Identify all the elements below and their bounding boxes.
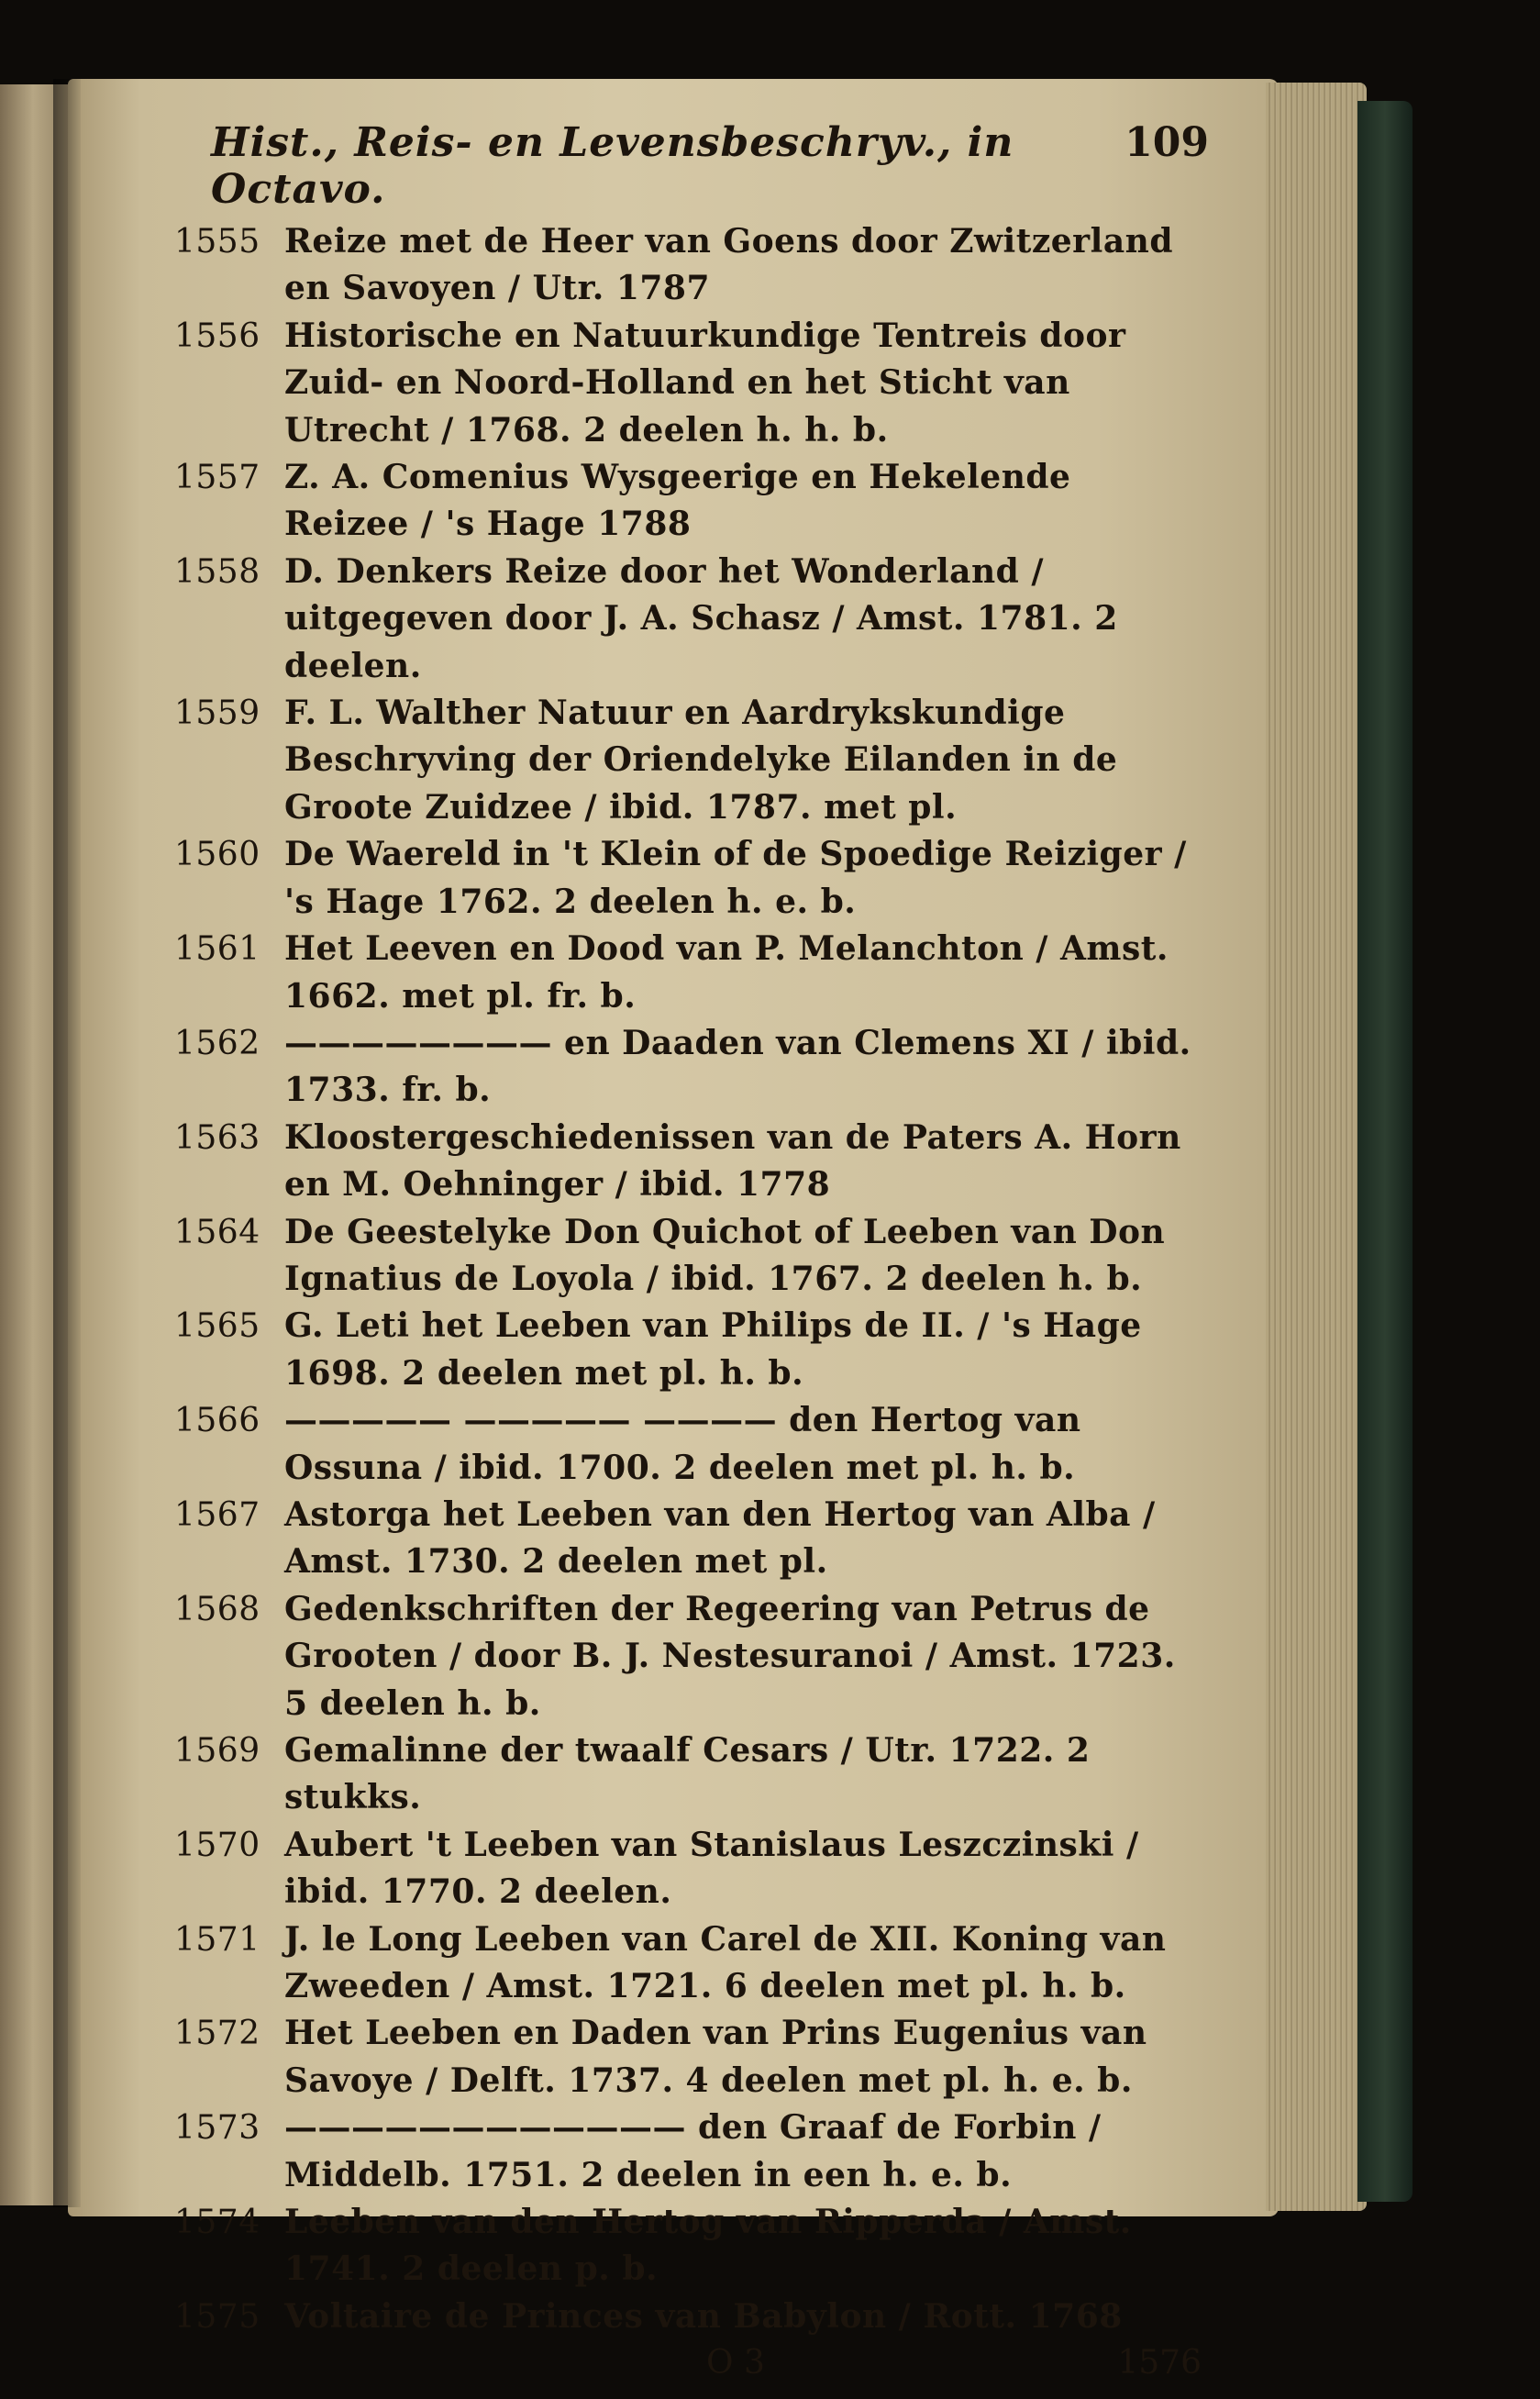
entry-number: 1572 (174, 2015, 260, 2053)
entry-number: 1555 (174, 223, 260, 261)
entry-text: Z. A. Comenius Wysgeerige en Hekelende Reizee / 's Hage 1788 (284, 458, 1071, 544)
catalogue-entry (174, 2010, 1229, 2105)
catalogue-entry (174, 1115, 1229, 1209)
entry-text: D. Denkers Reize door het Wonderland / uitgegeven door J. A. Schasz / Amst. 1781. 2 deelen. (284, 551, 1118, 685)
catalogue-entry (174, 1586, 1229, 1727)
entry-number: 1568 (174, 1590, 260, 1628)
catalogue-entry (174, 831, 1229, 926)
catalogue-entry (174, 1916, 1229, 2011)
entry-number: 1566 (174, 1402, 260, 1440)
catchword: 1576 (1117, 2344, 1202, 2382)
entry-text: Astorga het Leeben van den Hertog van Alba / Amst. 1730. 2 deelen met pl. (284, 1494, 1156, 1582)
entry-text: ———————— en Daaden van Clemens XI / ibid. 1733. fr. b. (284, 1023, 1191, 1110)
page-text (174, 119, 1229, 2399)
entry-number: 1565 (174, 1307, 260, 1346)
catalogue-entry (174, 690, 1229, 831)
entry-text: F. L. Walther Natuur en Aardrykskundige Beschryving der Oriendelyke Eilanden in de Groote Zuidzee / ibid. 1787. met pl. (284, 694, 1118, 827)
book-cover (1357, 101, 1413, 2202)
entry-number: 1570 (174, 1826, 260, 1864)
entry-number: 1567 (174, 1495, 260, 1534)
page-number: 109 (1125, 119, 1209, 166)
entry-text: Aubert 't Leeben van Stanislaus Leszczinski / ibid. 1770. 2 deelen. (284, 1825, 1139, 1912)
entry-text: Kloostergeschiedenissen van de Paters A. Horn en M. Oehninger / ibid. 1778 (284, 1117, 1181, 1205)
entry-number: 1560 (174, 836, 260, 874)
catalogue-entries (174, 218, 1229, 2340)
entry-number: 1562 (174, 1024, 260, 1062)
entry-text: Leeben van den Hertog van Ripperda / Amst. 1741. 2 deelen p. b. (284, 2203, 1132, 2289)
entry-text: Historische en Natuurkundige Tentreis door Zuid- en Noord-Holland en het Sticht van Utrecht / 1768. 2 deelen h. h. b. (284, 316, 1126, 450)
entry-text: Gedenkschriften der Regeering van Petrus de Grooten / door B. J. Nestesuranoi / Amst. 1723. 5 deelen h. b. (284, 1589, 1176, 1723)
entry-number: 1574 (174, 2204, 260, 2242)
entry-number: 1561 (174, 930, 260, 969)
entry-text: ———————————— den Graaf de Forbin / Middelb. 1751. 2 deelen in een h. e. b. (284, 2108, 1102, 2194)
page-footer (174, 2344, 1229, 2399)
entry-number: 1564 (174, 1213, 260, 1251)
entry-text: Reize met de Heer van Goens door Zwitzerland en Savoyen / Utr. 1787 (284, 222, 1173, 308)
entry-text: De Geestelyke Don Quichot of Leeben van Don Ignatius de Loyola / ibid. 1767. 2 deelen h. b. (284, 1212, 1166, 1298)
page-edges (1266, 83, 1367, 2211)
entry-text: Het Leeben en Daden van Prins Eugenius van Savoye / Delft. 1737. 4 deelen met pl. h. e. b. (284, 2014, 1147, 2100)
entry-number: 1559 (174, 694, 260, 733)
entry-number: 1575 (174, 2297, 260, 2336)
catalogue-entry (174, 218, 1229, 313)
signature-mark: O 3 (706, 2344, 765, 2382)
catalogue-entry (174, 549, 1229, 690)
entry-number: 1556 (174, 317, 260, 355)
entry-number: 1558 (174, 552, 260, 591)
entry-text: G. Leti het Leeben van Philips de II. / 's Hage 1698. 2 deelen met pl. h. b. (284, 1306, 1142, 1393)
catalogue-entry (174, 2105, 1229, 2199)
catalogue-entry (174, 1727, 1229, 1822)
entry-text: Het Leeven en Dood van P. Melanchton / Amst. 1662. met pl. fr. b. (284, 929, 1169, 1016)
catalogue-entry (174, 313, 1229, 454)
catalogue-entry (174, 2199, 1229, 2293)
entry-text: Gemalinne der twaalf Cesars / Utr. 1722. 2 stukks. (284, 1731, 1091, 1817)
running-head (174, 119, 1229, 213)
entry-text: J. le Long Leeben van Carel de XII. Koning van Zweeden / Amst. 1721. 6 deelen met pl. h. b. (284, 1919, 1167, 2006)
entry-number: 1569 (174, 1732, 260, 1770)
page-gutter (53, 79, 81, 2207)
entry-number: 1573 (174, 2109, 260, 2148)
running-head-title: Hist., Reis- en Levensbeschryv., in Octavo. (211, 119, 1014, 213)
entry-number: 1571 (174, 1920, 260, 1959)
entry-number: 1563 (174, 1118, 260, 1157)
catalogue-entry (174, 1492, 1229, 1586)
entry-number: 1557 (174, 459, 260, 497)
catalogue-entry (174, 1020, 1229, 1115)
entry-text: ————— ————— ———— den Hertog van Ossuna / ibid. 1700. 2 deelen met pl. h. b. (284, 1401, 1081, 1487)
entry-text: De Waereld in 't Klein of de Spoedige Reiziger / 's Hage 1762. 2 deelen h. e. b. (284, 835, 1187, 921)
catalogue-entry (174, 1822, 1229, 1916)
catalogue-entry (174, 1303, 1229, 1397)
catalogue-entry (174, 1209, 1229, 1304)
catalogue-entry (174, 2293, 1229, 2340)
catalogue-entry (174, 926, 1229, 1020)
catalogue-entry (174, 1397, 1229, 1492)
entry-text: Voltaire de Princes van Babylon / Rott. 1768 (284, 2296, 1123, 2336)
catalogue-entry (174, 454, 1229, 549)
